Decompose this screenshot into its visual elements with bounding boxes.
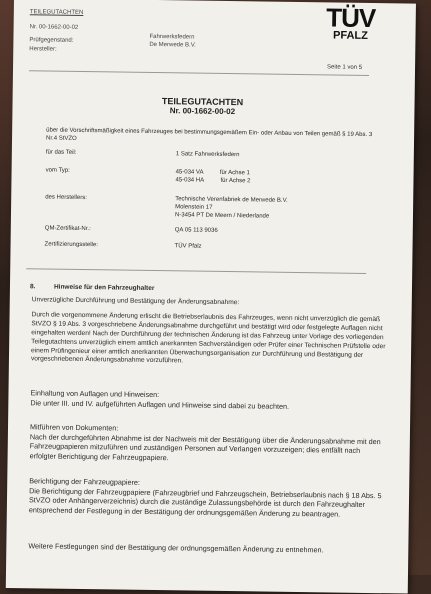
field-value: 1 Satz Fahrwerksfedern — [175, 151, 240, 159]
hersteller-label: Hersteller: — [29, 46, 57, 53]
field-value: QA 05 113 9036 — [174, 227, 218, 234]
field-key: QM-Zertifikat-Nr.: — [44, 225, 91, 233]
section-title: Hinweise für den Fahrzeughalter — [53, 283, 155, 292]
logo-main: TÜV — [326, 2, 376, 34]
logo-sub: PFALZ — [333, 29, 369, 42]
intro-text: über die Vorschriftsmäßigkeit eines Fahrzeuges bei bestimmungsgemäßem Ein- oder Anbau von Teilen gemäß § 19 Abs. 3 Nr.4 StVZO — [45, 127, 373, 143]
header-rule — [29, 70, 369, 76]
field-key: Zertifizierungsstelle: — [44, 241, 98, 249]
page-number: Seite 1 von 5 — [327, 64, 363, 71]
paragraph: Mitführen von Dokumenten: Nach der durchgeführten Abnahme ist der Nachweis mit der Bestätigung über die Änderungsabnahme mit den Fahrzeugpapieren mitzuführen und zuständigen Personen auf Verlangen vorzuzeigen; dies entfällt nach erfolgter Berichtigung der Fahrzeugpapiere. — [29, 422, 381, 463]
paragraph: Durch die vorgenommene Änderung erlischt die Betriebserlaubnis des Fahrzeuges, wenn nicht unverzüglich die gemäß StVZO § 19 Abs. 3 vorgeschriebene Änderungsabnahme durchgeführt und bestätigt wird oder festgelegte Auflagen nicht eingehalten werden! Nach der Durchführung der technischen Änderung ist das Fahrzeug unter Vorlage des vorliegenden Teilegutachtens unverzüglich einem amtlich anerkannten Sachverständigen oder Prüfer einer Technischen Prüfstelle oder einem Prüfingenieur einer amtlich anerkannten Überwachungsorganisation zur Durchführung und Bestätigung der vorgeschriebenen Änderungsabnahme vorzuführen. — [30, 311, 386, 365]
paragraph: Einhaltung von Auflagen und Hinweisen: Die unter III. und IV. aufgeführten Auflagen und Hinweise sind dabei zu beachten. — [30, 388, 290, 411]
field-key: für das Teil: — [45, 149, 77, 156]
document-page — [6, 0, 416, 594]
field-value: Technische Verenfabriek de Merwede B.V. Molenstein 17 N-3454 PT De Meern / Niederlande — [174, 196, 288, 220]
doc-title-number: Nr. 00-1662-00-02 — [169, 106, 236, 117]
section-rule — [26, 268, 366, 274]
field-value: TÜV Pfalz — [174, 243, 202, 250]
field-key: des Herstellers: — [45, 194, 87, 202]
section-heading — [30, 283, 155, 292]
pruef-value: Fahrwerksfedern — [149, 33, 195, 41]
pruef-label: Prüfgegenstand: — [29, 37, 74, 44]
paragraph: Berichtigung der Fahrzeugpapiere: Die Berichtigung der Fahrzeugpapiere (Fahrzeugbrief und Fahrzeugschein, Betriebserlaubnis nach § 18 Abs. 5 StVZO oder Anhängerverzeichnis) durch die zuständige Zulassungsbehörde ist durch den Fahrzeughalter entsprechend der Festlegung in der Bestätigung der ordnungsgemäßen Änderung zu beantragen. — [28, 476, 382, 519]
doc-title: TEILEGUTACHTEN — [161, 96, 244, 108]
header-meta — [29, 8, 88, 55]
hersteller-value: De Merwede B.V. — [149, 42, 196, 49]
header-doc-number: Nr. 00-1662-00-02 — [29, 24, 79, 31]
header-doc-label: TEILEGUTACHTEN — [29, 9, 84, 16]
paragraph: Weitere Festlegungen sind der Bestätigung der ordnungsgemäßen Änderung zu entnehmen. — [28, 541, 324, 555]
field-value: 45-034 VA für Achse 1 45-034 HA für Achse 2 — [175, 169, 251, 185]
tuev-logo — [319, 2, 381, 42]
field-key: vom Typ: — [45, 167, 70, 174]
header-values — [149, 33, 196, 50]
paragraph: Unverzügliche Durchführung und Bestätigung der Änderungsabnahme: — [31, 296, 240, 307]
section-number: 8. — [29, 283, 36, 291]
